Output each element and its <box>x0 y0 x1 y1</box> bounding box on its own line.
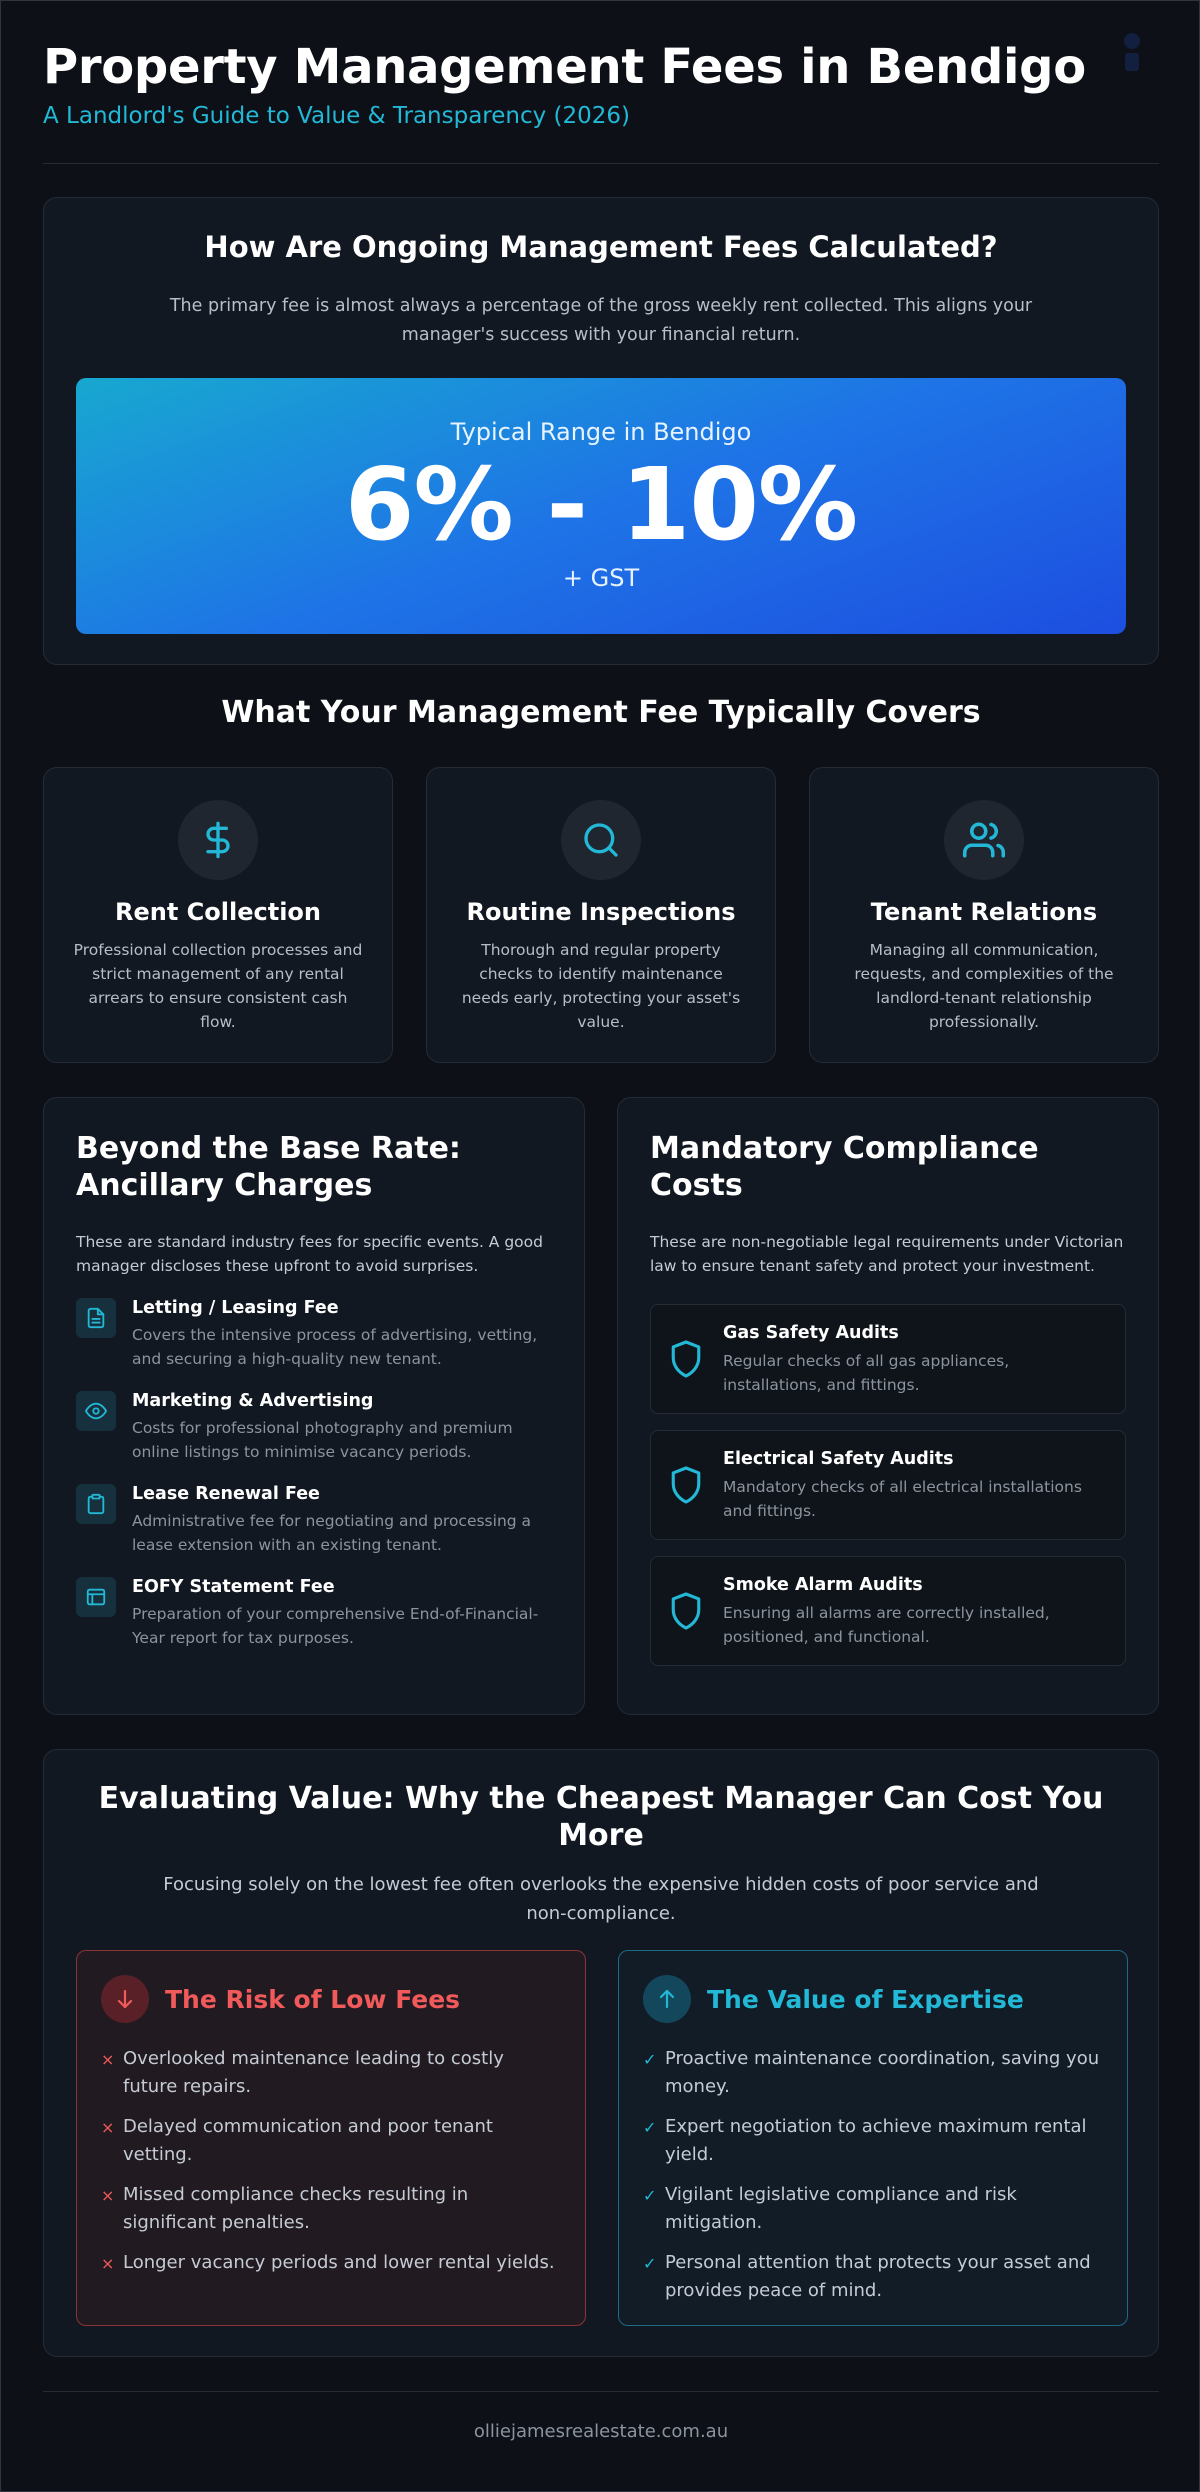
statement-icon <box>76 1577 116 1617</box>
ancillary-item-name: Lease Renewal Fee <box>132 1484 320 1504</box>
page-subtitle: A Landlord's Guide to Value & Transparency (2026) <box>43 103 631 129</box>
fee-range-value: 6% - 10% <box>344 446 858 563</box>
clipboard-icon <box>76 1484 116 1524</box>
evaluating-value-card <box>43 1749 1159 2357</box>
evaluate-description: Focusing solely on the lowest fee often overlooks the expensive hidden costs of poor service and non-compliance. <box>163 1874 1039 1924</box>
compliance-intro: These are non-negotiable legal requirements under Victorian law to ensure tenant safety and protect your investment. <box>650 1233 1124 1275</box>
risk-list-item: × Longer vacancy periods and lower rental yields. <box>101 2252 555 2273</box>
header <box>43 37 1159 129</box>
cover-description: Thorough and regular property checks to identify maintenance needs early, protecting your asset's value. <box>461 941 741 1031</box>
cover-description: Managing all communication, requests, and complexities of the landlord-tenant relationship professionally. <box>854 941 1114 1031</box>
shield-icon <box>669 1465 703 1505</box>
cover-card-routine-inspections <box>426 767 776 1063</box>
cover-description: Professional collection processes and strict management of any rental arrears to ensure consistent cash flow. <box>73 941 363 1031</box>
footer-divider <box>43 2391 1159 2392</box>
ancillary-item-name: EOFY Statement Fee <box>132 1577 335 1597</box>
cover-title: Routine Inspections <box>466 898 736 926</box>
value-title: The Value of Expertise <box>707 1984 1024 2014</box>
footer-website-link[interactable]: olliejamesrealestate.com.au <box>473 2421 729 2442</box>
logo-icon <box>1117 29 1147 77</box>
cover-title: Rent Collection <box>114 898 321 926</box>
cover-title: Tenant Relations <box>870 898 1098 926</box>
shield-icon <box>669 1591 703 1631</box>
risk-of-low-fees-box <box>76 1950 586 2326</box>
fee-range-note: + GST <box>562 564 640 592</box>
value-list <box>643 2045 1103 2305</box>
document-icon <box>76 1298 116 1338</box>
value-list-item: ✓ Proactive maintenance coordination, saving you money. <box>643 2048 1100 2097</box>
ancillary-item-name: Marketing & Advertising <box>132 1391 374 1411</box>
evaluate-heading: Evaluating Value: Why the Cheapest Manager Can Cost You More <box>98 1781 1104 1853</box>
risk-list <box>101 2045 561 2277</box>
value-of-expertise-box <box>618 1950 1128 2326</box>
ancillary-intro: These are standard industry fees for specific events. A good manager discloses these upfront to avoid surprises. <box>76 1233 543 1275</box>
fee-description: The primary fee is almost always a percentage of the gross weekly rent collected. This aligns your manager's success with your financial return. <box>169 296 1033 345</box>
risk-list-item: × Missed compliance checks resulting in significant penalties. <box>101 2184 469 2233</box>
cover-card-tenant-relations <box>809 767 1159 1063</box>
value-list-item: ✓ Personal attention that protects your asset and provides peace of mind. <box>643 2252 1091 2301</box>
compliance-item-description: Regular checks of all gas appliances, installations, and fittings. <box>723 1352 1010 1394</box>
covers-heading: What Your Management Fee Typically Covers <box>221 695 981 730</box>
search-icon <box>561 800 641 880</box>
dollar-icon <box>178 800 258 880</box>
ancillary-item-description: Preparation of your comprehensive End-of-Financial-Year report for tax purposes. <box>132 1605 539 1647</box>
compliance-item-description: Ensuring all alarms are correctly installed, positioned, and functional. <box>723 1604 1050 1646</box>
compliance-item-name: Gas Safety Audits <box>723 1323 899 1343</box>
compliance-costs-card <box>617 1097 1159 1715</box>
arrow-down-icon <box>101 1975 149 2023</box>
risk-title: The Risk of Low Fees <box>165 1984 461 2014</box>
risk-list-item: × Delayed communication and poor tenant vetting. <box>101 2116 493 2165</box>
ancillary-item-description: Administrative fee for negotiating and processing a lease extension with an existing tenant. <box>132 1512 532 1554</box>
value-list-item: ✓ Vigilant legislative compliance and risk mitigation. <box>643 2184 1017 2233</box>
compliance-item-name: Electrical Safety Audits <box>723 1449 954 1469</box>
shield-icon <box>669 1339 703 1379</box>
compliance-title: Mandatory Compliance Costs <box>650 1131 1039 1203</box>
ancillary-item <box>76 1577 552 1650</box>
users-icon <box>944 800 1024 880</box>
ancillary-title: Beyond the Base Rate: Ancillary Charges <box>76 1131 461 1203</box>
compliance-item <box>650 1430 1126 1540</box>
compliance-item <box>650 1304 1126 1414</box>
compliance-item-name: Smoke Alarm Audits <box>723 1575 923 1595</box>
ancillary-charges-card <box>43 1097 585 1715</box>
value-list-item: ✓ Expert negotiation to achieve maximum rental yield. <box>643 2116 1087 2165</box>
ancillary-item <box>76 1391 552 1464</box>
header-divider <box>43 163 1159 164</box>
fee-heading: How Are Ongoing Management Fees Calculated? <box>204 230 998 264</box>
fee-range-label: Typical Range in Bendigo <box>450 418 752 446</box>
ancillary-item-name: Letting / Leasing Fee <box>132 1298 339 1318</box>
compliance-item-description: Mandatory checks of all electrical installations and fittings. <box>723 1478 1082 1520</box>
page-title: Property Management Fees in Bendigo <box>43 39 1086 95</box>
fee-range-box <box>76 378 1126 634</box>
ancillary-item <box>76 1484 552 1557</box>
risk-list-item: × Overlooked maintenance leading to costly future repairs. <box>101 2048 504 2097</box>
eye-icon <box>76 1391 116 1431</box>
ancillary-item <box>76 1298 552 1371</box>
arrow-up-icon <box>643 1975 691 2023</box>
ancillary-item-description: Costs for professional photography and premium online listings to minimise vacancy periods. <box>132 1419 513 1461</box>
fee-calculation-card <box>43 197 1159 665</box>
cover-card-rent-collection <box>43 767 393 1063</box>
ancillary-item-description: Covers the intensive process of advertising, vetting, and securing a high-quality new tenant. <box>132 1326 538 1368</box>
compliance-item <box>650 1556 1126 1666</box>
